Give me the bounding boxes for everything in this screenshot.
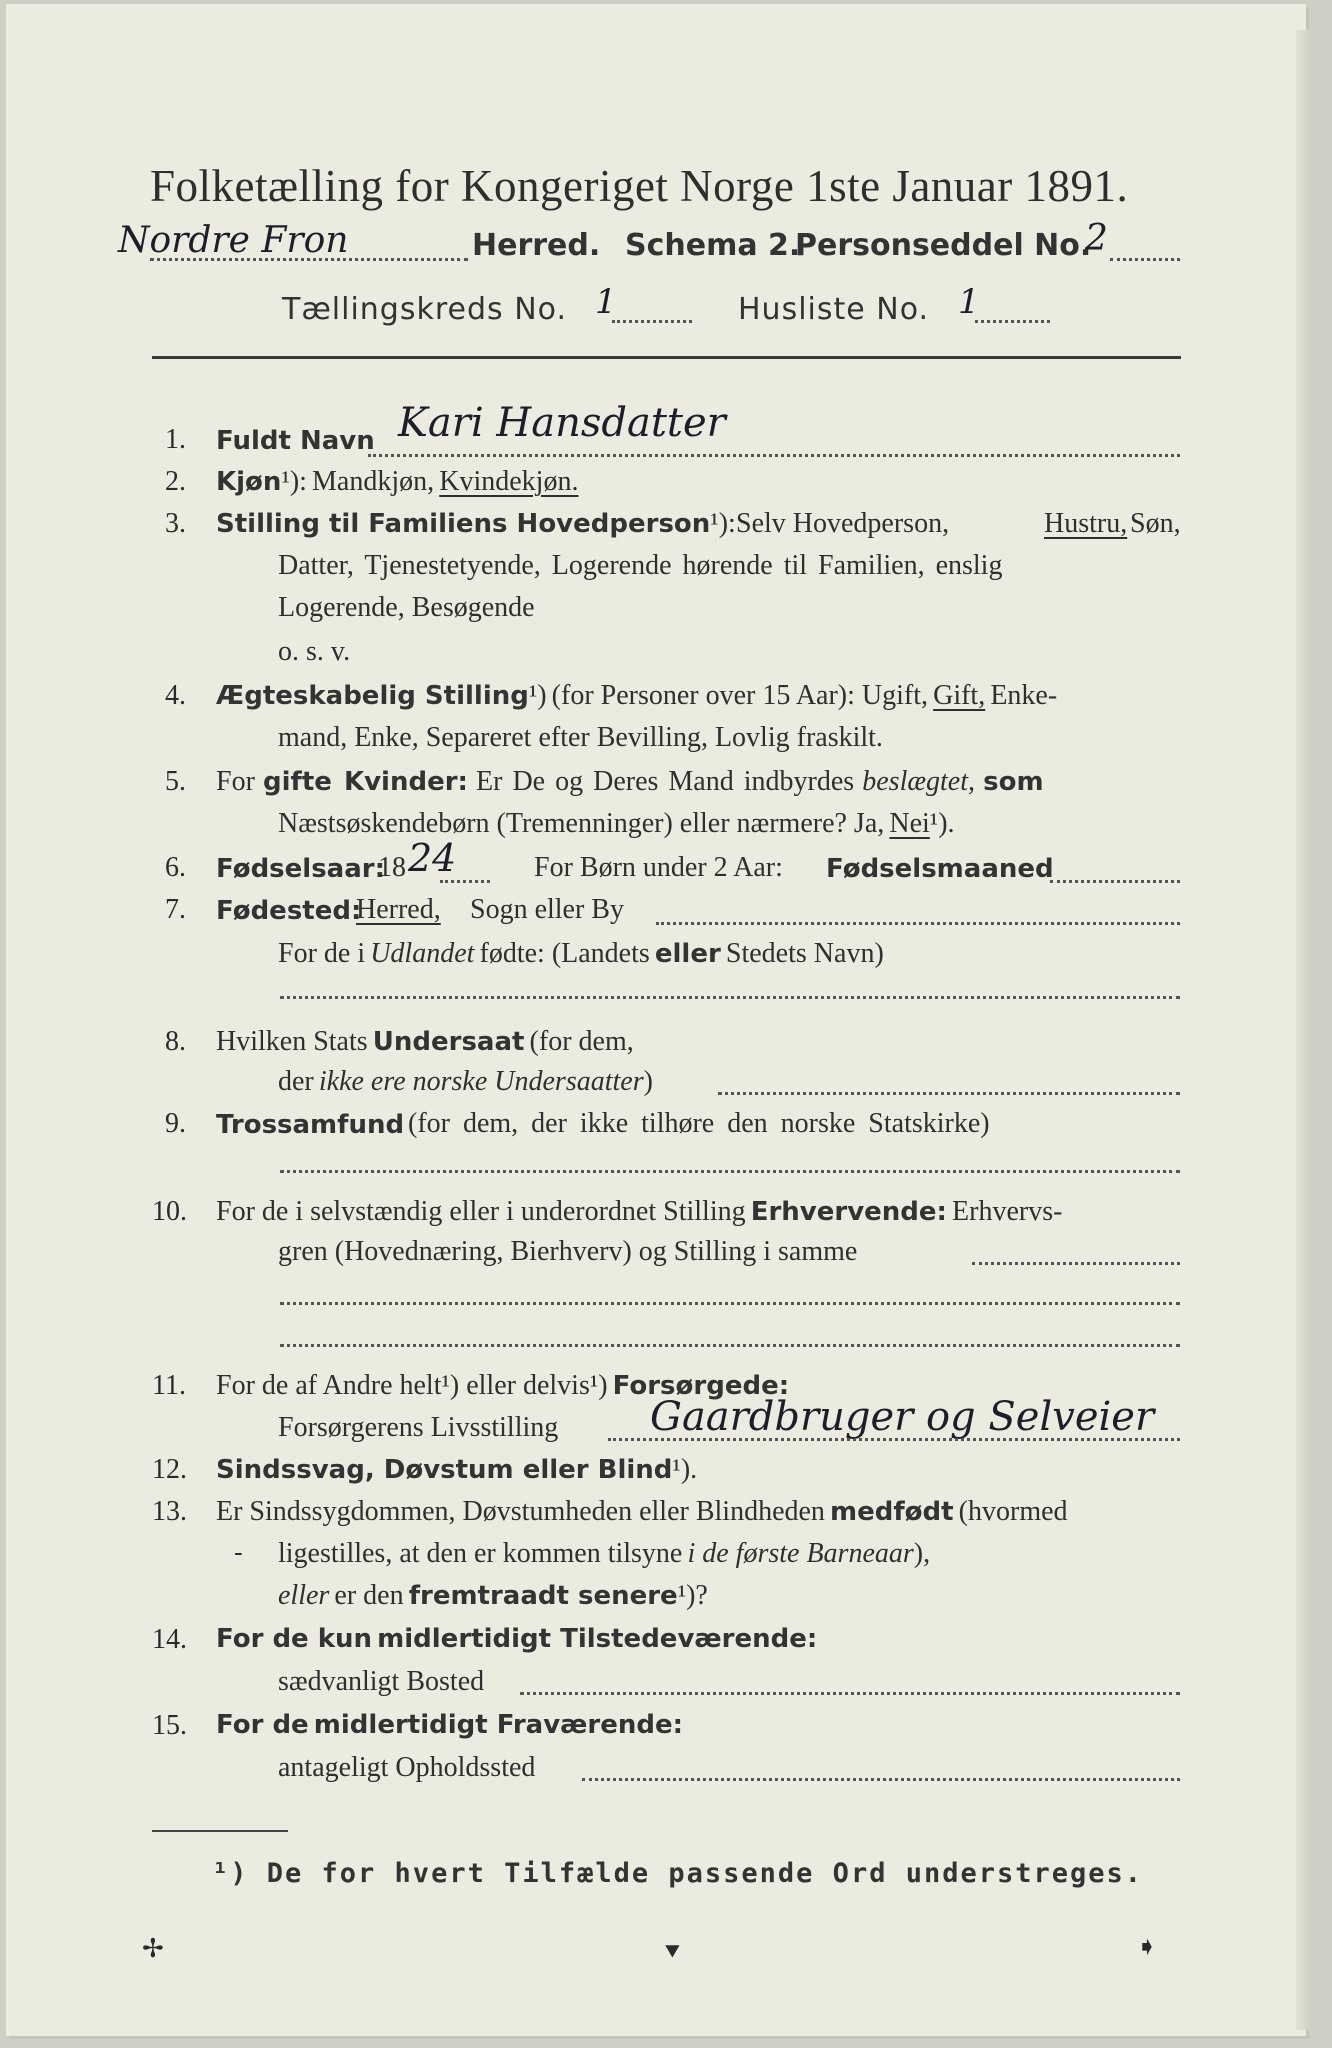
q14-for-de-kun: For de kun	[216, 1624, 373, 1654]
q3-line1	[216, 508, 736, 540]
footnote: ¹) De for hvert Tilfælde passende Ord understreges.	[212, 1858, 1144, 1889]
q10-erhvervende: Erhvervende:	[750, 1197, 947, 1227]
q14-line1	[216, 1624, 817, 1654]
kreds-dotline	[612, 320, 692, 323]
q10-line2: gren (Hovednæring, Bierhverv) og Stilling i samme	[278, 1236, 858, 1267]
q1-label: Fuldt Navn	[216, 426, 375, 456]
q4-sup: ¹)	[528, 680, 547, 711]
q6-born-under: For Børn under 2 Aar:	[534, 852, 783, 883]
q10-dotline3	[280, 1344, 1180, 1347]
q14-number: 14.	[152, 1624, 187, 1655]
q13-hvormed: (hvormed	[958, 1496, 1068, 1527]
q7-dotline2	[280, 996, 1180, 999]
q13-ligestilles: ligestilles, at den er kommen tilsyne	[278, 1538, 683, 1569]
q12-label: Sindssvag, Døvstum eller Blind	[216, 1455, 673, 1485]
q6-label: Fødselsaar:	[216, 854, 385, 884]
q15-for-de: For de	[216, 1710, 309, 1740]
q11-answer: Gaardbruger og Selveier	[650, 1394, 1155, 1440]
personseddel-label: Personseddel No.	[795, 228, 1092, 263]
sheet-edge	[1296, 30, 1312, 2030]
q8-line1	[216, 1026, 634, 1058]
q7-udlandet: Udlandet	[370, 938, 475, 969]
q4-line1	[216, 680, 1057, 712]
q3-line3: Logerende, Besøgende	[278, 592, 535, 623]
q6-number: 6.	[165, 852, 186, 883]
q2-label: Kjøn	[216, 467, 282, 497]
q10-erhvervs: Erhvervs-	[952, 1196, 1063, 1227]
q6-century: 18	[378, 852, 406, 883]
q6-year-dotline	[440, 880, 490, 883]
q13-er-den: er den	[334, 1580, 404, 1611]
q5-line1	[216, 766, 1044, 798]
q5-som: som	[983, 767, 1044, 797]
arrow-mark-center: ⯆	[662, 1938, 683, 1968]
q10-dotline1	[972, 1262, 1180, 1265]
q12-line	[216, 1454, 697, 1486]
q1-answer: Kari Hansdatter	[398, 400, 726, 446]
q5-beslaegtet: beslægtet,	[862, 766, 976, 797]
q6-year: 24	[408, 836, 457, 880]
q8-number: 8.	[165, 1026, 186, 1057]
q4-number: 4.	[165, 680, 186, 711]
q11-forsorgede: Forsørgede:	[612, 1371, 790, 1401]
q8-for-dem: (for dem,	[529, 1026, 634, 1057]
q7-stedets: Stedets Navn)	[725, 938, 884, 969]
q15-dotline	[582, 1778, 1180, 1781]
q8-dotline	[718, 1092, 1180, 1095]
husliste-dotline	[975, 320, 1050, 323]
q5-sup: ¹).	[929, 808, 955, 839]
q7-fodte: fødte: (Landets	[479, 938, 650, 969]
q10-dotline2	[280, 1302, 1180, 1305]
personseddel-number: 2	[1085, 218, 1108, 259]
q8-der: der	[278, 1066, 314, 1097]
herred-dotline	[150, 258, 468, 261]
q7-dotline	[656, 922, 1180, 925]
personseddel-dotline	[1110, 258, 1180, 261]
q6-month-dotline	[1050, 880, 1180, 883]
q13-barneaar: i de første Barneaar	[687, 1538, 914, 1569]
q7-sogn-by: Sogn eller By	[470, 894, 624, 925]
q2-number: 2.	[165, 466, 186, 497]
q3-opt-hustru: Hustru,	[1044, 508, 1128, 539]
q3-label: Stilling til Familiens Hovedperson	[216, 509, 711, 539]
q4-line2: mand, Enke, Separeret efter Bevilling, Lovlig fraskilt.	[278, 722, 883, 753]
q15-line1	[216, 1710, 683, 1740]
q11-helt: For de af Andre helt	[216, 1370, 442, 1401]
q13-medfodt: medfødt	[830, 1497, 954, 1527]
q8-undersaat: Undersaat	[372, 1027, 525, 1057]
herred-label: Herred.	[472, 228, 601, 263]
q6-label2: Fødselsmaaned	[826, 854, 1054, 884]
q14-line2: sædvanligt Bosted	[278, 1666, 485, 1697]
q11-sup: ¹)	[589, 1370, 608, 1401]
q5-pre: For	[216, 766, 255, 797]
q8-hvilken: Hvilken Stats	[216, 1026, 368, 1057]
q3-sup: ¹):	[710, 508, 736, 539]
schema-label: Schema 2.	[625, 228, 801, 263]
q3-line2: Datter, Tjenestetyende, Logerende hørende til Familien, enslig	[278, 550, 1003, 581]
q9-rest: (for dem, der ikke tilhøre den norske Statskirke)	[408, 1108, 990, 1139]
q15-number: 15.	[152, 1710, 187, 1741]
q9-number: 9.	[165, 1108, 186, 1139]
q13-number: 13.	[152, 1496, 187, 1527]
stray-mark: -	[234, 1538, 243, 1568]
q3-opt-son: Søn,	[1130, 508, 1181, 539]
q7-opt-herred: Herred,	[356, 894, 441, 925]
q7-line2	[278, 938, 884, 970]
kreds-number: 1	[595, 282, 617, 322]
q14-dotline	[520, 1692, 1180, 1695]
q1-dotline	[368, 454, 1180, 457]
husliste-number: 1	[958, 282, 980, 322]
husliste-label: Husliste No.	[738, 292, 930, 327]
herred-name: Nordre Fron	[118, 220, 349, 261]
q8-close: )	[643, 1066, 653, 1097]
q4-label: Ægteskabelig Stilling	[216, 681, 529, 711]
q2-opt-kvindekjon: Kvindekjøn.	[439, 466, 579, 497]
q3-line4: o. s. v.	[278, 636, 351, 667]
arrow-mark-left: ✢	[142, 1934, 164, 1964]
q11-delvis: ¹) eller delvis	[441, 1370, 590, 1401]
q4-condition: (for Personer over 15 Aar): Ugift,	[551, 680, 929, 711]
q5-label: gifte Kvinder:	[263, 767, 468, 797]
q13-line2	[278, 1538, 930, 1570]
q7-number: 7.	[165, 894, 186, 925]
q7-eller: eller	[654, 939, 721, 969]
q15-fravaerende: midlertidigt Fraværende:	[313, 1710, 684, 1740]
q4-opt-gift: Gift,	[933, 680, 986, 711]
q12-number: 12.	[152, 1454, 187, 1485]
q11-line2: Forsørgerens Livsstilling	[278, 1412, 559, 1443]
q3-opt-selv: Selv Hovedperson,	[736, 508, 950, 539]
q8-line2	[278, 1066, 653, 1098]
q7-for-de-i: For de i	[278, 938, 366, 969]
q9-label: Trossamfund	[216, 1110, 405, 1140]
q13-line1	[216, 1496, 1068, 1528]
q11-dotline	[608, 1438, 1180, 1441]
q2-sup: ¹):	[281, 466, 307, 497]
header-rule	[152, 356, 1181, 359]
q10-number: 10.	[152, 1196, 187, 1227]
q13-line3	[278, 1580, 708, 1612]
footnote-rule	[152, 1830, 288, 1832]
q13-fremtraadt: fremtraadt senere	[408, 1581, 678, 1611]
q12-sup: ¹).	[672, 1454, 698, 1485]
q10-selvstaendig: For de i selvstændig eller i underordnet Stilling	[216, 1196, 746, 1227]
q8-ikke-norske: ikke ere norske Undersaatter	[318, 1066, 644, 1097]
q9-dotline	[280, 1170, 1180, 1173]
q5-opt-nei: Nei	[889, 808, 930, 839]
q13-eller: eller	[278, 1580, 330, 1611]
q5-line2	[278, 808, 955, 840]
kreds-label: Tællingskreds No.	[282, 292, 567, 327]
q5-tremenninger: Næstsøskendebørn (Tremenninger) eller nærmere? Ja,	[278, 808, 885, 839]
q15-line2: antageligt Opholdssted	[278, 1752, 536, 1783]
form-title: Folketælling for Kongeriget Norge 1ste Januar 1891.	[150, 161, 1129, 211]
q2-opt-mandkjon: Mandkjøn,	[312, 466, 435, 497]
q11-number: 11.	[152, 1370, 186, 1401]
q5-number: 5.	[165, 766, 186, 797]
q1-number: 1.	[165, 424, 186, 455]
q10-line1	[216, 1196, 1062, 1228]
q13-close: ),	[913, 1538, 931, 1569]
q13-sup: ¹)?	[677, 1580, 708, 1611]
q7-label: Fødested:	[216, 896, 362, 926]
arrow-mark-right: ➧	[1136, 1932, 1158, 1962]
q3-number: 3.	[165, 508, 186, 539]
q13-sindssygdommen: Er Sindssygdommen, Døvstumheden eller Blindheden	[216, 1496, 825, 1527]
q2-line	[216, 466, 578, 498]
q5-question: Er De og Deres Mand indbyrdes	[476, 766, 855, 797]
q4-opt-enke: Enke-	[990, 680, 1058, 711]
q14-tilstede: midlertidigt Tilstedeværende:	[377, 1624, 818, 1654]
